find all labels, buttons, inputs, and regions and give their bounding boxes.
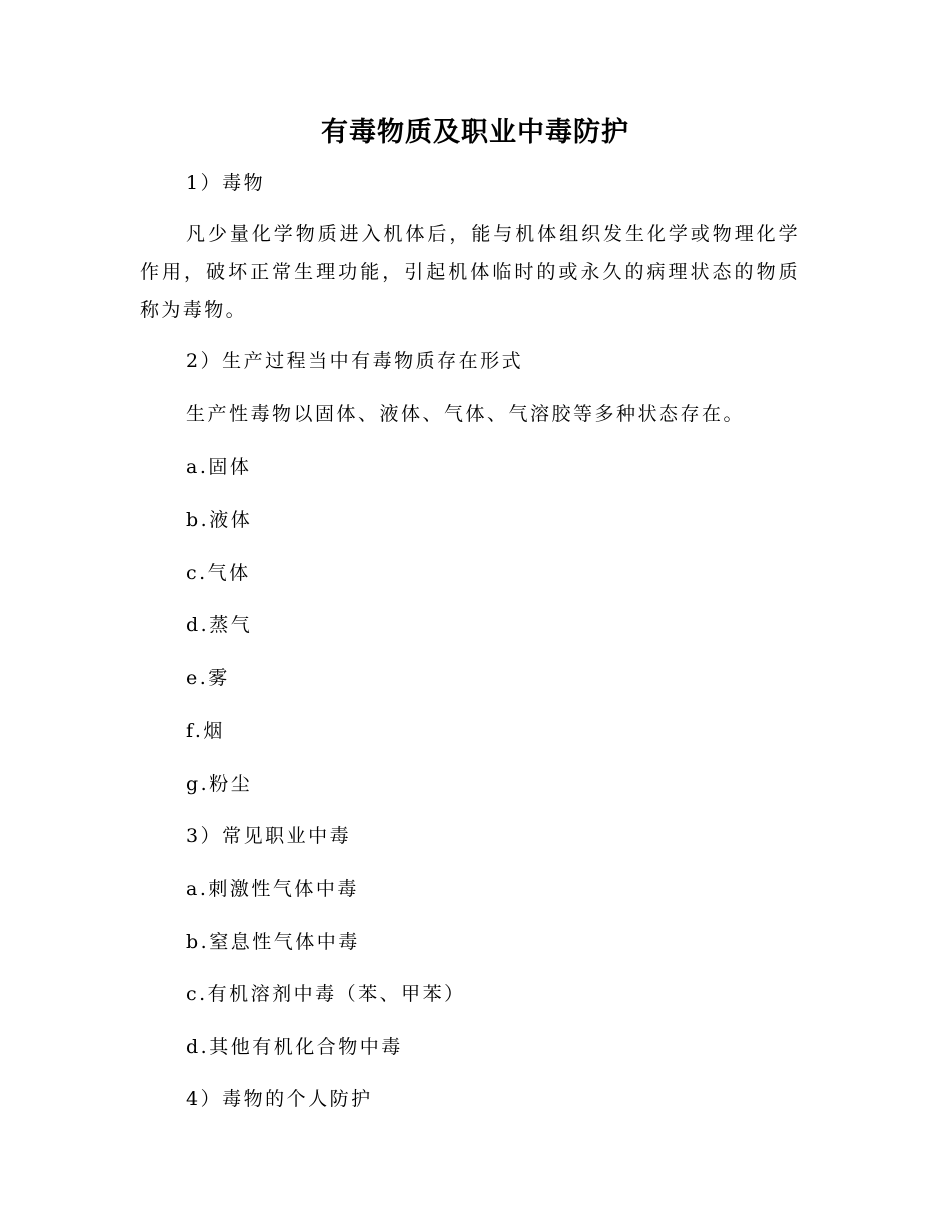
list-item-irritant-gas: a.刺激性气体中毒	[186, 878, 359, 900]
toxicant-definition-paragraph: 凡少量化学物质进入机体后，能与机体组织发生化学或物理化学作用，破坏正常生理功能，引起机体临时的或永久的病理状态的物质称为毒物。	[140, 223, 800, 321]
list-item-other-organic: d.其他有机化合物中毒	[186, 1036, 403, 1058]
list-item-solid: a.固体	[186, 456, 252, 478]
section-heading-forms: 2）生产过程当中有毒物质存在形式	[186, 350, 524, 372]
section-heading-personal-protection: 4）毒物的个人防护	[186, 1088, 373, 1110]
list-item-smoke: f.烟	[186, 720, 225, 742]
list-item-liquid: b.液体	[186, 509, 253, 531]
list-item-organic-solvent: c.有机溶剂中毒（苯、甲苯）	[186, 983, 466, 1005]
list-item-vapor: d.蒸气	[186, 614, 253, 636]
list-item-gas: c.气体	[186, 562, 251, 584]
section-heading-common-poisoning: 3）常见职业中毒	[186, 825, 352, 847]
list-item-asphyxiant-gas: b.窒息性气体中毒	[186, 931, 360, 953]
list-item-dust: g.粉尘	[186, 773, 253, 795]
list-item-mist: e.雾	[186, 667, 230, 689]
forms-intro-text: 生产性毒物以固体、液体、气体、气溶胶等多种状态存在。	[186, 403, 746, 425]
section-heading-toxicants: 1）毒物	[186, 172, 266, 194]
document-title: 有毒物质及职业中毒防护	[321, 117, 629, 148]
